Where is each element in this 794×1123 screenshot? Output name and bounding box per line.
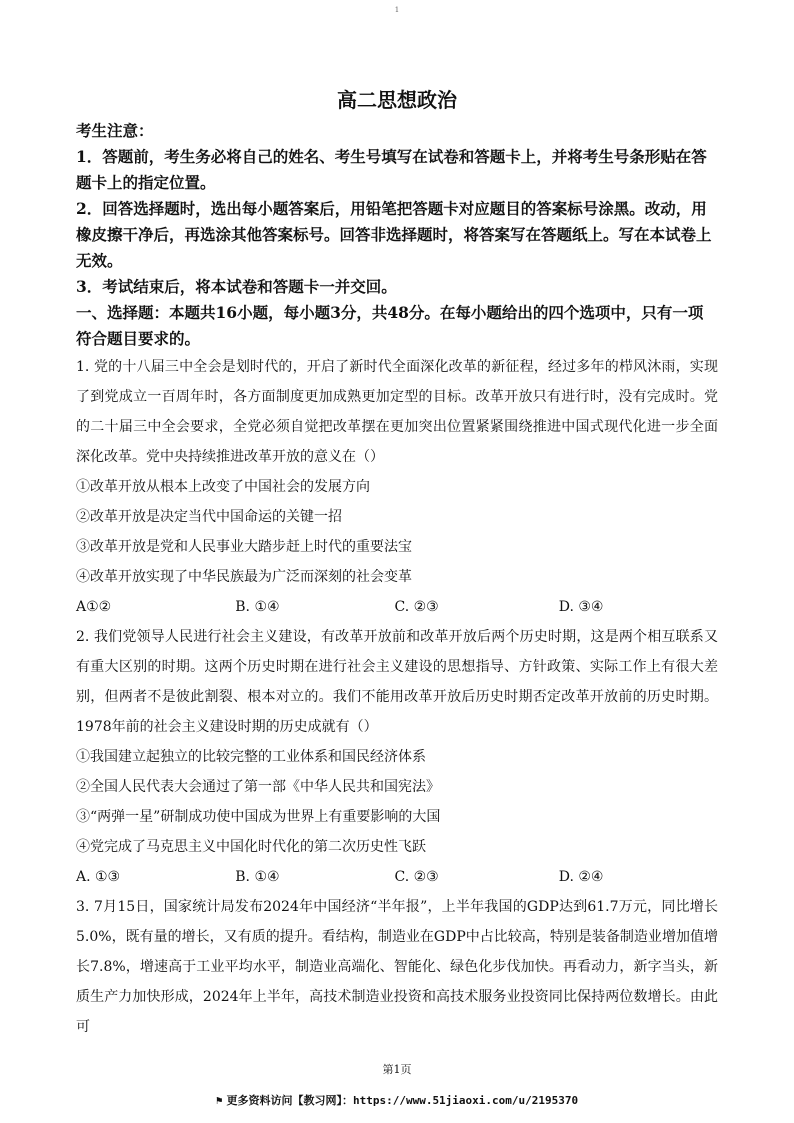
question-option: ②改革开放是决定当代中国命运的关键一招 (76, 509, 342, 525)
question-option: ④党完成了马克思主义中国化时代化的第二次历史性飞跃 (76, 839, 426, 855)
answer-choice-a: A. ①③ (76, 869, 121, 885)
answer-choice-b: B. ①④ (235, 599, 280, 615)
answer-choice-d: D. ③④ (558, 599, 604, 615)
exam-content (76, 118, 718, 1042)
flag-icon: ⚑ (215, 1094, 223, 1107)
answer-choice-a: A①② (76, 599, 112, 615)
question-option: ①我国建立起独立的比较完整的工业体系和国民经济体系 (76, 749, 426, 765)
question-option: ③改革开放是党和人民事业大踏步赶上时代的重要法宝 (76, 539, 412, 555)
section-heading: 一、选择题：本题共16小题，每小题3分，共48分。在每小题给出的四个选项中，只有一项符合题目要求的。 (76, 303, 704, 348)
question-option: ②全国人民代表大会通过了第一部《中华人民共和国宪法》 (76, 779, 440, 795)
question-option: ①改革开放从根本上改变了中国社会的发展方向 (76, 479, 370, 495)
resource-banner[interactable] (0, 1092, 794, 1108)
resource-banner-text[interactable]: 更多资料访问【教习网】：https://www.51jiaoxi.com/u/2195370 (226, 1094, 579, 1107)
question-option: ③“两弹一星”研制成功使中国成为世界上有重要影响的大国 (76, 809, 441, 825)
answer-choices (76, 862, 718, 892)
notice-item: 2．回答选择题时，选出每小题答案后，用铅笔把答题卡对应题目的答案标号涂黑。改动，用橡皮擦干净后，再选涂其他答案标号。回答非选择题时，将答案写在答题纸上。写在本试卷上无效。 (76, 199, 712, 270)
answer-choice-b: B. ①④ (235, 869, 280, 885)
answer-choice-c: C. ②③ (394, 599, 439, 615)
question-option: ④改革开放实现了中华民族最为广泛而深刻的社会变革 (76, 569, 412, 585)
answer-choices (76, 592, 718, 622)
question-stem: 3. 7月15日，国家统计局发布2024年中国经济“半年报”，上半年我国的GDP达到61.7万元，同比增长5.0%，既有量的增长，又有质的提升。看结构，制造业在GDP中占比较高，特别是装备制造业增加值增长7.8%，增速高于工业平均水平，制造业高端化、智能化、绿色化步伐加快。再看动力，新字当头，新质生产力加快形成，2024年上半年，高技术制造业投资和高技术服务业投资同比保持两位数增长。由此可 (76, 899, 718, 1035)
page-marker: 1 (394, 6, 400, 14)
page-number: 第1页 (382, 1063, 412, 1076)
notice-heading: 考生注意： (76, 121, 154, 140)
question-stem: 2. 我们党领导人民进行社会主义建设，有改革开放前和改革开放后两个历史时期，这是两个相互联系又有重大区别的时期。这两个历史时期在进行社会主义建设的思想指导、方针政策、实际工作上有很大差别，但两者不是彼此割裂、根本对立的。我们不能用改革开放后历史时期否定改革开放前的历史时期。1978年前的社会主义建设时期的历史成就有（） (76, 629, 718, 735)
question-stem: 1. 党的十八届三中全会是划时代的，开启了新时代全面深化改革的新征程，经过多年的栉风沐雨，实现了到党成立一百周年时，各方面制度更加成熟更加定型的目标。改革开放只有进行时，没有完成时。党的二十届三中全会要求，全党必须自觉把改革摆在更加突出位置紧紧围绕推进中国式现代化进一步全面深化改革。党中央持续推进改革开放的意义在（） (76, 359, 718, 465)
notice-item: 3．考试结束后，将本试卷和答题卡一并交回。 (76, 277, 397, 296)
answer-choice-c: C. ②③ (394, 869, 439, 885)
answer-choice-d: D. ②④ (558, 869, 604, 885)
notice-item: 1．答题前，考生务必将自己的姓名、考生号填写在试卷和答题卡上，并将考生号条形贴在答题卡上的指定位置。 (76, 147, 707, 192)
exam-title: 高二思想政治 (337, 88, 457, 112)
